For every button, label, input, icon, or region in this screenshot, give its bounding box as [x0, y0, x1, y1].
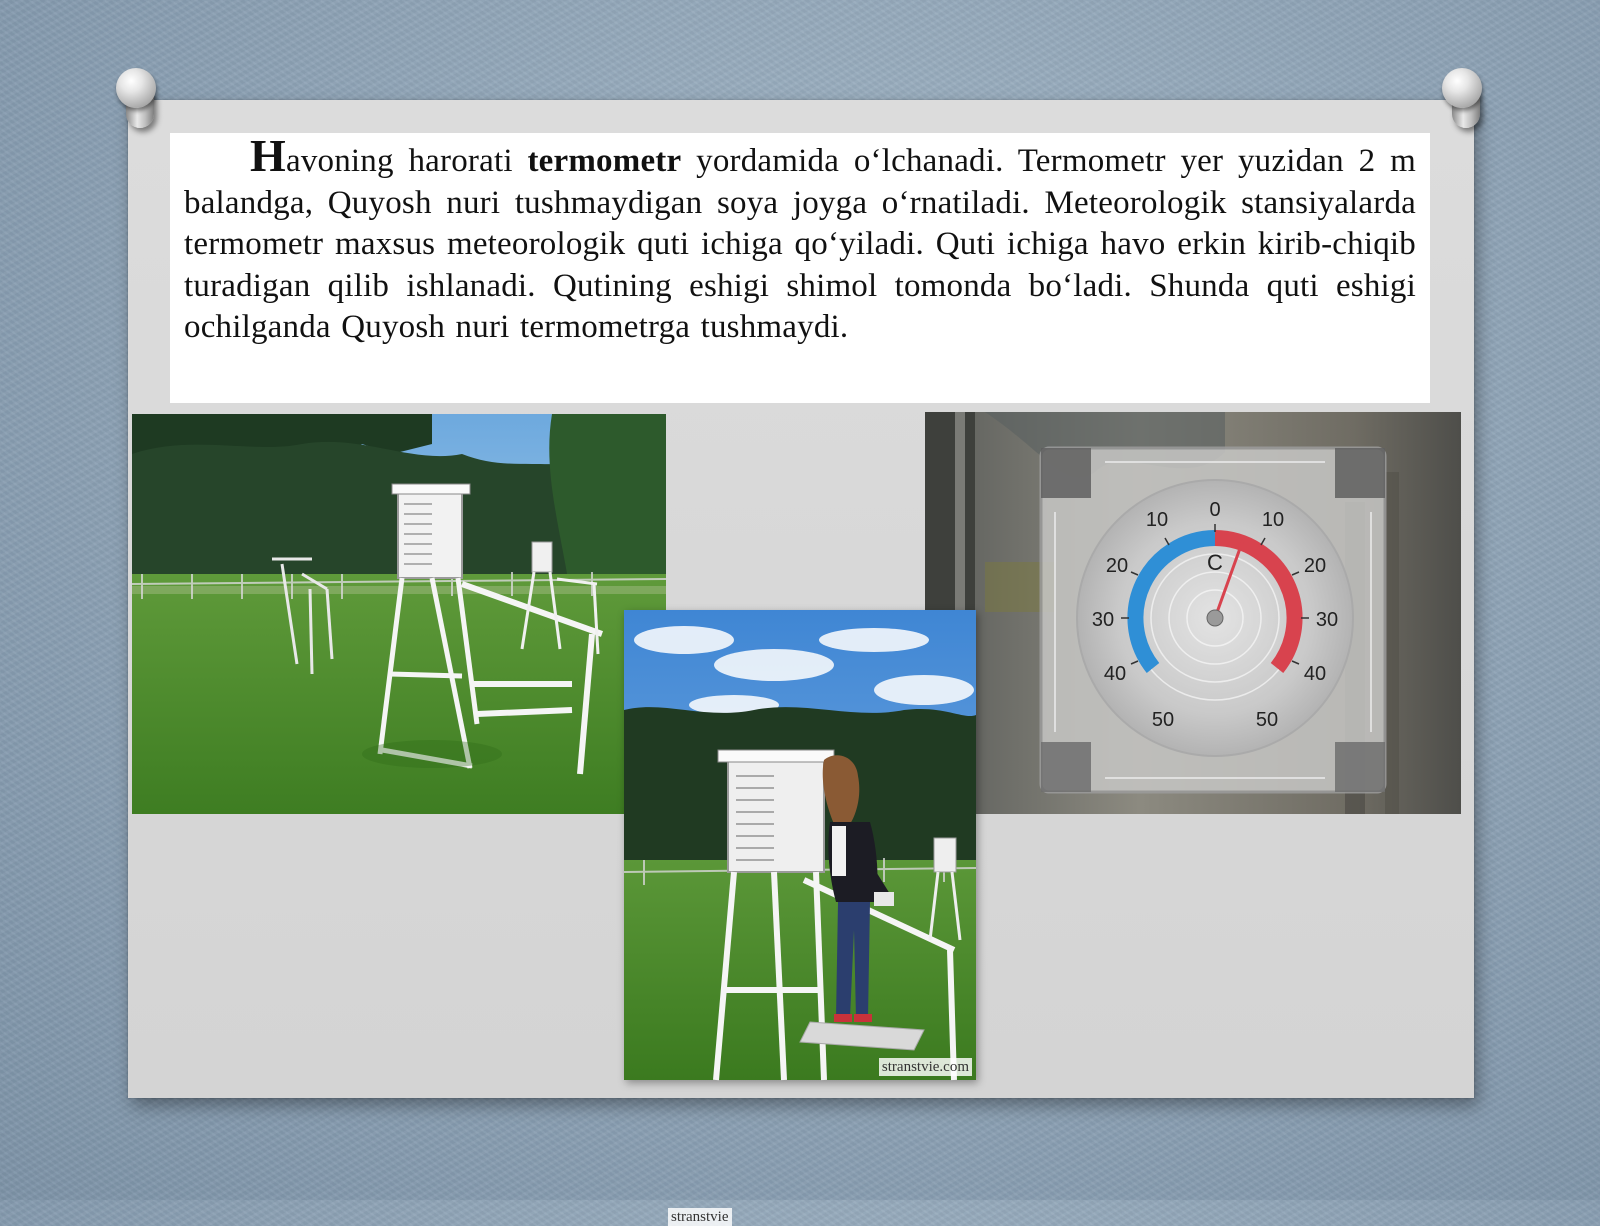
main-paragraph — [184, 130, 1416, 349]
photo-1-watermark: stranstvie — [668, 1208, 732, 1226]
meteo-station-image — [132, 414, 666, 814]
photo-3-watermark: stranstvie.com — [879, 1058, 972, 1076]
dial-label-right-50: 50 — [1255, 709, 1279, 731]
photo-observer-at-shelter — [624, 610, 976, 1080]
dial-label-right-10: 10 — [1261, 509, 1285, 531]
dial-label-left-30: 30 — [1091, 609, 1115, 631]
pushpin-left-icon — [112, 68, 164, 128]
dial-label-left-50: 50 — [1151, 709, 1175, 731]
dial-label-left-10: 10 — [1145, 509, 1169, 531]
dial-thermometer-image — [925, 412, 1461, 814]
dial-label-right-30: 30 — [1315, 609, 1339, 631]
dial-label-right-20: 20 — [1303, 555, 1327, 577]
dial-unit-label: C — [1207, 550, 1223, 575]
dial-label-left-40: 40 — [1103, 663, 1127, 685]
observer-image — [624, 610, 976, 1080]
text-box — [170, 130, 1430, 403]
photo-dial-thermometer — [925, 412, 1461, 814]
paragraph-body: yordamida o‘lchanadi. Termometr yer yuzidan 2 m balandga, Quyosh nuri tushmaydigan soya joyga o‘rnatiladi. Meteorologik stansiyalarda termometr maxsus meteorologik quti ichiga qo‘yiladi. Quti ichiga havo erkin kirib-chiqib turadigan qilib ishlanadi. Qutining eshigi shimol tomonda bo‘ladi. Shunda quti eshigi ochilganda Quyosh nuri termometrga tushmaydi. — [184, 143, 1416, 345]
dial-label-right-40: 40 — [1303, 663, 1327, 685]
drop-letter: H — [250, 130, 286, 181]
dial-label-left-20: 20 — [1105, 555, 1129, 577]
paragraph-intro: avoning harorati — [285, 143, 528, 179]
pushpin-right-icon — [1438, 68, 1490, 128]
bold-term: termometr — [527, 143, 682, 179]
photo-meteo-station — [132, 414, 729, 1225]
dial-label-zero: 0 — [1209, 499, 1221, 521]
